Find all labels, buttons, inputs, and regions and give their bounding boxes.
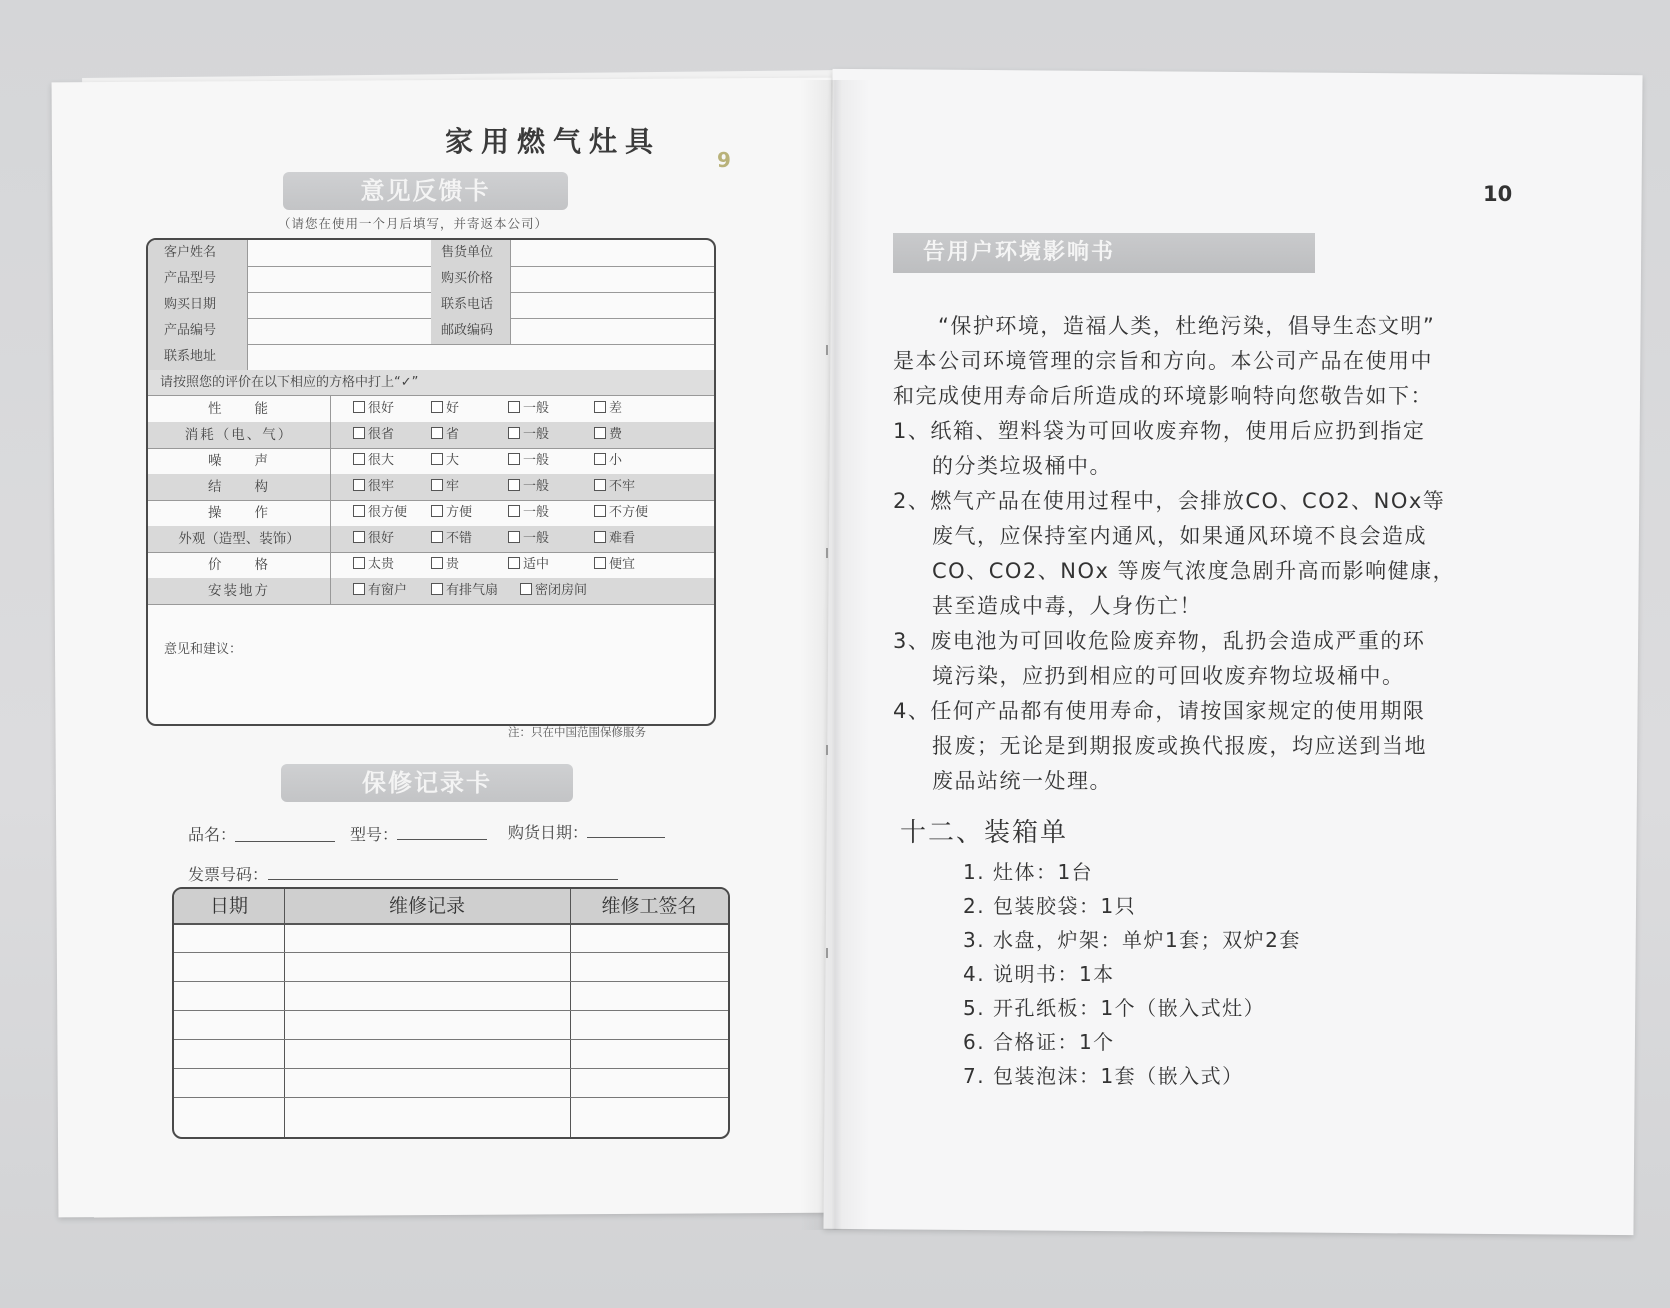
checkbox-icon — [508, 401, 520, 413]
notice-item-line: 3、废电池为可回收危险废弃物，乱扔会造成严重的环 — [893, 629, 1426, 653]
product-name-field[interactable] — [235, 840, 335, 842]
info-label: 客户姓名 — [148, 240, 248, 266]
checkbox-icon — [353, 453, 365, 465]
rating-option[interactable]: 方便 — [431, 500, 472, 526]
rating-row — [148, 474, 714, 501]
info-row — [148, 318, 714, 345]
rating-option[interactable]: 适中 — [508, 552, 549, 578]
rating-row — [148, 500, 714, 527]
rating-option[interactable]: 很好 — [353, 526, 394, 552]
checkbox-icon — [353, 401, 365, 413]
checkbox-icon — [594, 479, 606, 491]
checkbox-icon — [594, 453, 606, 465]
info-label: 联系电话 — [431, 292, 511, 318]
model-field[interactable] — [397, 838, 487, 840]
info-label: 产品编号 — [148, 318, 248, 344]
book-spine — [800, 80, 870, 1230]
model-label: 型号： — [350, 825, 399, 844]
rating-instruction: 请按照您的评价在以下相应的方格中打上“✓” — [148, 370, 714, 396]
rating-label: 外观（造型、装饰） — [148, 526, 331, 552]
rating-option[interactable]: 贵 — [431, 552, 459, 578]
checkbox-icon — [431, 427, 443, 439]
info-label: 购买价格 — [431, 266, 511, 292]
rating-label: 结 构 — [148, 474, 331, 500]
rating-label: 价 格 — [148, 552, 331, 578]
checkbox-icon — [431, 479, 443, 491]
column-header: 维修工签名 — [601, 895, 697, 917]
rating-option[interactable]: 一般 — [508, 422, 549, 448]
rating-option[interactable]: 有窗户 — [353, 578, 407, 604]
feedback-card-title: 意见反馈卡 — [283, 172, 568, 210]
page-number-left: 9 — [717, 148, 731, 172]
checkbox-icon — [431, 557, 443, 569]
rating-option[interactable]: 小 — [594, 448, 622, 474]
notice-item-line: 的分类垃圾桶中。 — [932, 454, 1112, 478]
checkbox-icon — [594, 505, 606, 517]
checkbox-icon — [431, 401, 443, 413]
rating-option[interactable]: 一般 — [508, 526, 549, 552]
info-label: 产品型号 — [148, 266, 248, 292]
info-label: 购买日期 — [148, 292, 248, 318]
checkbox-icon — [594, 427, 606, 439]
intro-line: 是本公司环境管理的宗旨和方向。本公司产品在使用中 — [893, 349, 1433, 373]
rating-row — [148, 526, 714, 553]
rating-option[interactable]: 一般 — [508, 448, 549, 474]
info-row — [148, 240, 714, 267]
packing-list-item: 4. 说明书：1本 — [963, 962, 1115, 986]
checkbox-icon — [508, 453, 520, 465]
rating-row — [148, 422, 714, 449]
suggestion-label: 意见和建议： — [164, 642, 243, 657]
rating-option[interactable]: 太贵 — [353, 552, 394, 578]
checkbox-icon — [431, 453, 443, 465]
checkbox-icon — [594, 401, 606, 413]
checkbox-icon — [353, 505, 365, 517]
checkbox-icon — [431, 531, 443, 543]
staple — [826, 345, 828, 355]
checkbox-icon — [520, 583, 532, 595]
packing-list-item: 2. 包装胶袋：1只 — [963, 894, 1137, 918]
rating-option[interactable]: 密闭房间 — [520, 578, 587, 604]
environment-notice-title: 告用户环境影响书 — [893, 233, 1315, 273]
staple — [826, 745, 828, 755]
table-row[interactable] — [174, 1010, 728, 1011]
feedback-form — [146, 238, 716, 726]
info-row — [148, 266, 714, 293]
intro-line: “保护环境，造福人类，杜绝污染，倡导生态文明” — [938, 314, 1436, 338]
table-row[interactable] — [174, 1068, 728, 1069]
rating-option[interactable]: 很大 — [353, 448, 394, 474]
rating-option[interactable]: 很方便 — [353, 500, 407, 526]
rating-option[interactable]: 很牢 — [353, 474, 394, 500]
checkbox-icon — [508, 505, 520, 517]
checkbox-icon — [508, 479, 520, 491]
rating-label: 操 作 — [148, 500, 331, 526]
service-note: 注：只在中国范围保修服务 — [508, 725, 646, 739]
notice-item-line: 4、任何产品都有使用寿命，请按国家规定的使用期限 — [893, 699, 1426, 723]
checkbox-icon — [508, 557, 520, 569]
notice-item-line: 废品站统一处理。 — [932, 769, 1112, 793]
rating-option[interactable]: 好 — [431, 396, 459, 422]
rating-row — [148, 396, 714, 423]
rating-option[interactable]: 一般 — [508, 500, 549, 526]
checkbox-icon — [431, 583, 443, 595]
rating-row — [148, 448, 714, 475]
rating-option[interactable]: 差 — [594, 396, 622, 422]
warranty-card-title: 保修记录卡 — [281, 764, 573, 802]
checkbox-icon — [594, 557, 606, 569]
rating-option[interactable]: 不方便 — [594, 500, 648, 526]
rating-option[interactable]: 很省 — [353, 422, 394, 448]
feedback-card-subtitle: （请您在使用一个月后填写，并寄返本公司） — [278, 216, 549, 231]
checkbox-icon — [353, 427, 365, 439]
notice-item-line: 废气，应保持室内通风，如果通风环境不良会造成 — [932, 524, 1427, 548]
rating-label: 噪 声 — [148, 448, 331, 474]
rating-option[interactable]: 不牢 — [594, 474, 635, 500]
rating-option[interactable]: 很好 — [353, 396, 394, 422]
rating-option[interactable]: 便宜 — [594, 552, 635, 578]
notice-item-line: 2、燃气产品在使用过程中，会排放CO、CO2、NOx等 — [893, 489, 1446, 513]
table-row[interactable] — [174, 952, 728, 953]
packing-list-item: 6. 合格证：1个 — [963, 1030, 1115, 1054]
rating-option[interactable]: 牢 — [431, 474, 459, 500]
invoice-number-label: 发票号码： — [188, 865, 269, 884]
book-title: 家用燃气灶具 — [445, 125, 662, 158]
info-row — [148, 292, 714, 319]
repair-record-table — [172, 887, 730, 1139]
rating-option[interactable]: 费 — [594, 422, 622, 448]
checkbox-icon — [353, 479, 365, 491]
checkbox-icon — [353, 557, 365, 569]
rating-option[interactable]: 不错 — [431, 526, 472, 552]
info-row — [148, 344, 714, 371]
rating-option[interactable]: 大 — [431, 448, 459, 474]
checkbox-icon — [508, 427, 520, 439]
column-header: 日期 — [209, 895, 248, 917]
product-name-label: 品名： — [188, 825, 237, 844]
packing-list-item: 1. 灶体：1台 — [963, 860, 1094, 884]
rating-label: 安装地方 — [148, 578, 331, 604]
rating-option[interactable]: 有排气扇 — [431, 578, 498, 604]
table-row[interactable] — [174, 981, 728, 982]
info-label: 售货单位 — [431, 240, 511, 266]
rating-label: 消耗（电、气） — [148, 422, 331, 448]
intro-line: 和完成使用寿命后所造成的环境影响特向您敬告如下： — [893, 384, 1433, 408]
packing-list-title: 十二、装箱单 — [900, 818, 1069, 848]
page-number-right: 10 — [1483, 182, 1513, 206]
rating-option[interactable]: 省 — [431, 422, 459, 448]
checkbox-icon — [508, 531, 520, 543]
table-row[interactable] — [174, 1039, 728, 1040]
notice-item-line: 甚至造成中毒，人身伤亡！ — [932, 594, 1202, 618]
staple — [826, 948, 828, 958]
rating-row — [148, 578, 714, 605]
table-row[interactable] — [174, 1097, 728, 1098]
notice-item-line: 境污染，应扔到相应的可回收废弃物垃圾桶中。 — [932, 664, 1405, 688]
rating-label: 性 能 — [148, 396, 331, 422]
info-label: 联系地址 — [148, 344, 248, 370]
column-header: 维修记录 — [388, 895, 465, 917]
packing-list-item: 3. 水盘，炉架：单炉1套；双炉2套 — [963, 928, 1301, 952]
repair-table-header — [174, 889, 728, 925]
packing-list-item: 5. 开孔纸板：1个（嵌入式灶） — [963, 996, 1266, 1020]
rating-option[interactable]: 一般 — [508, 396, 549, 422]
checkbox-icon — [353, 583, 365, 595]
rating-option[interactable]: 难看 — [594, 526, 635, 552]
checkbox-icon — [594, 531, 606, 543]
notice-item-line: 1、纸箱、塑料袋为可回收废弃物，使用后应扔到指定 — [893, 419, 1426, 443]
purchase-date-field[interactable] — [587, 836, 665, 838]
notice-item-line: CO、CO2、NOx 等废气浓度急剧升高而影响健康， — [932, 559, 1456, 583]
notice-item-line: 报废；无论是到期报废或换代报废，均应送到当地 — [932, 734, 1427, 758]
invoice-number-field[interactable] — [268, 878, 618, 880]
checkbox-icon — [353, 531, 365, 543]
staple — [826, 548, 828, 558]
purchase-date-label: 购货日期： — [508, 823, 589, 842]
checkbox-icon — [431, 505, 443, 517]
rating-row — [148, 552, 714, 579]
rating-option[interactable]: 一般 — [508, 474, 549, 500]
info-label: 邮政编码 — [431, 318, 511, 344]
packing-list-item: 7. 包装泡沫：1套（嵌入式） — [963, 1064, 1244, 1088]
